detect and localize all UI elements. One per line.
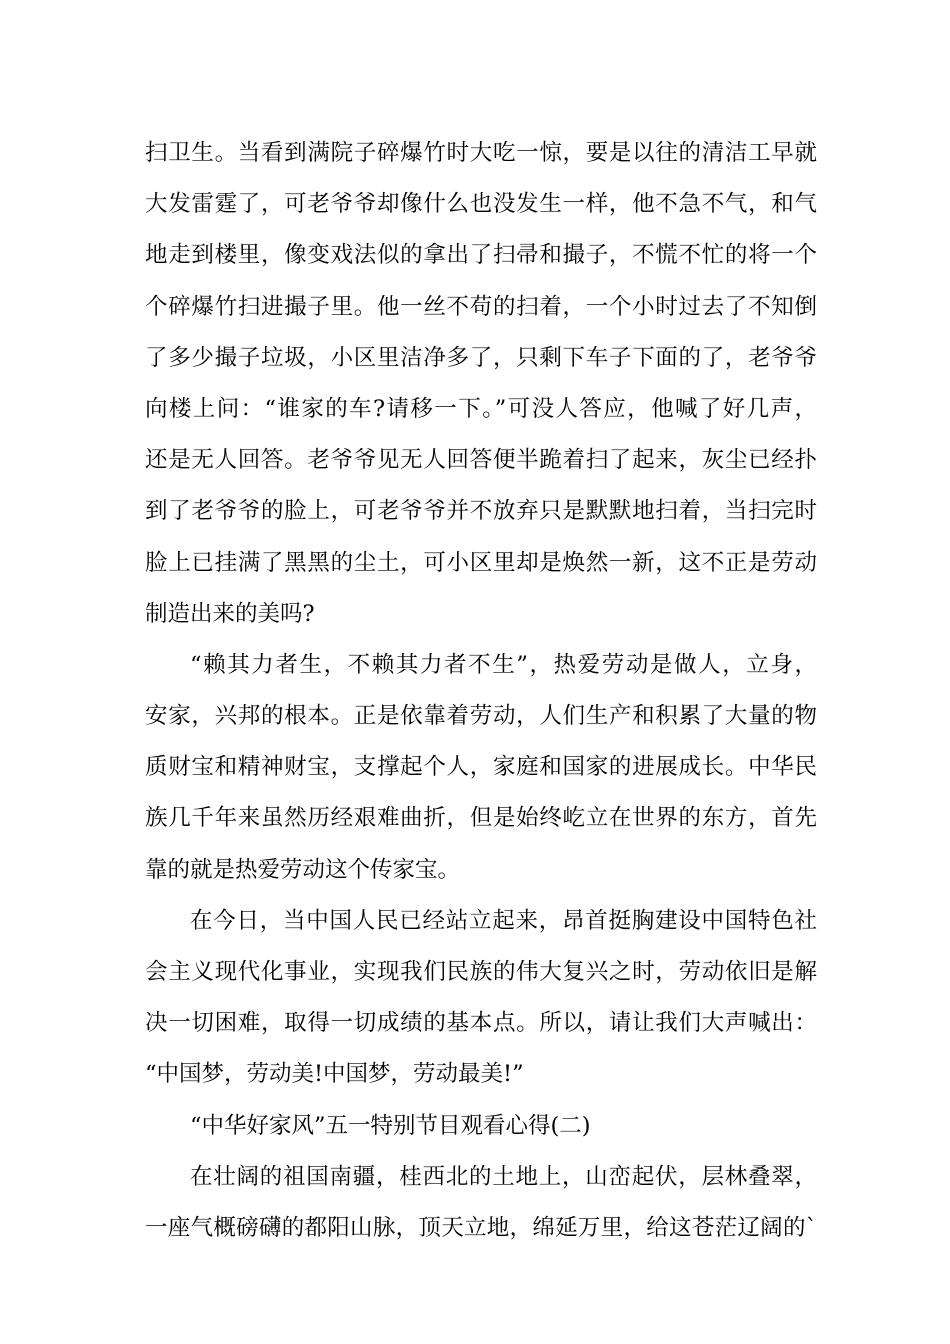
text-line-19: “中国梦，劳动美!中国梦，劳动最美!”	[145, 1061, 524, 1088]
text-line-21: 在壮阔的祖国南疆，桂西北的土地上，山峦起伏，层林叠翠，	[190, 1163, 817, 1190]
text-line-8: 到了老爷爷的脸上，可老爷爷并不放弃只是默默地扫着，当扫完时	[145, 498, 817, 525]
text-line-9: 脸上已挂满了黑黑的尘土，可小区里却是焕然一新，这不正是劳动	[145, 549, 817, 576]
text-line-15: 靠的就是热爱劳动这个传家宝。	[145, 856, 461, 883]
text-line-2: 大发雷霆了，可老爷爷却像什么也没发生一样，他不急不气，和气	[145, 191, 817, 218]
text-line-14: 族几千年来虽然历经艰难曲折，但是始终屹立在世界的东方，首先	[145, 805, 817, 832]
section-heading: “中华好家风”五一特别节目观看心得(二)	[190, 1112, 591, 1139]
document-body	[145, 128, 817, 1254]
text-line-11: “赖其力者生，不赖其力者不生”，热爱劳动是做人，立身，	[190, 651, 817, 678]
text-line-5: 了多少撮子垃圾，小区里洁净多了，只剩下车子下面的了，老爷爷	[145, 344, 817, 371]
text-line-4: 个碎爆竹扫进撮子里。他一丝不苟的扫着，一个小时过去了不知倒	[145, 293, 817, 320]
text-line-6: 向楼上问：“谁家的车?请移一下。”可没人答应，他喊了好几声，	[145, 395, 817, 422]
text-line-3: 地走到楼里，像变戏法似的拿出了扫帚和撮子，不慌不忙的将一个	[145, 242, 817, 269]
text-line-7: 还是无人回答。老爷爷见无人回答便半跪着扫了起来，灰尘已经扑	[145, 447, 817, 474]
text-line-22: 一座气概磅礴的都阳山脉，顶天立地，绵延万里，给这苍茫辽阔的`	[145, 1214, 817, 1241]
text-line-16: 在今日，当中国人民已经站立起来，昂首挺胸建设中国特色社	[190, 907, 817, 934]
text-line-13: 质财宝和精神财宝，支撑起个人，家庭和国家的进展成长。中华民	[145, 754, 817, 781]
text-line-18: 决一切困难，取得一切成绩的基本点。所以，请让我们大声喊出：	[145, 1010, 817, 1037]
text-line-17: 会主义现代化事业，实现我们民族的伟大复兴之时，劳动依旧是解	[145, 959, 817, 985]
text-line-10: 制造出来的美吗?	[145, 600, 315, 627]
text-line-12: 安家，兴邦的根本。正是依靠着劳动，人们生产和积累了大量的物	[145, 703, 817, 730]
text-line-1: 扫卫生。当看到满院子碎爆竹时大吃一惊，要是以往的清洁工早就	[145, 140, 817, 166]
